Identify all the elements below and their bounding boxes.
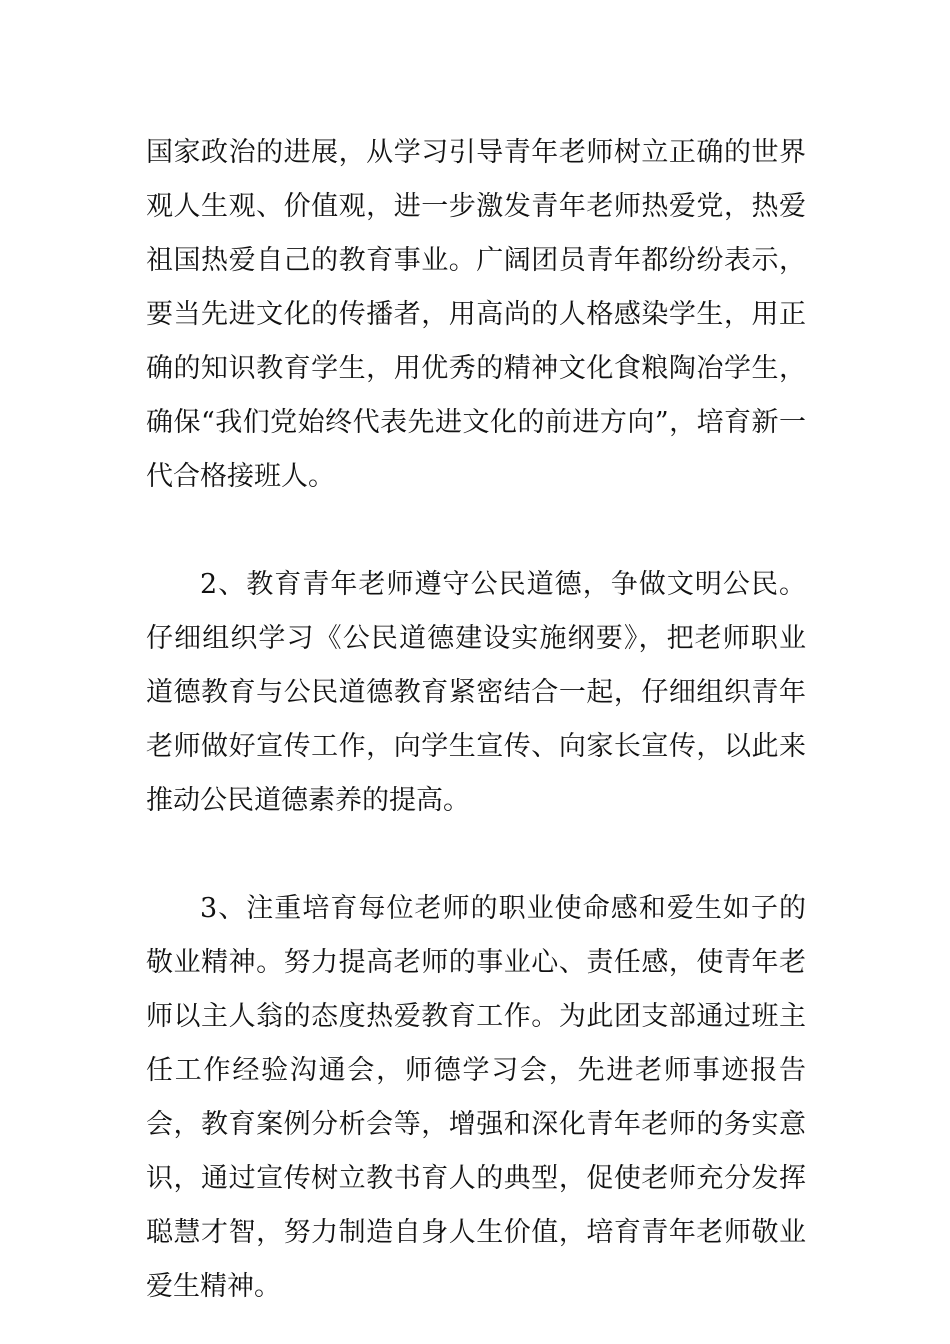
- document-body: [146, 126, 806, 1314]
- paragraph-continuation: 国家政治的进展，从学习引导青年老师树立正确的世界观人生观、价值观，进一步激发青年老师热爱党，热爱祖国热爱自己的教育事业。广阔团员青年都纷纷表示，要当先进文化的传播者，用高尚的人格感染学生，用正确的知识教育学生，用优秀的精神文化食粮陶冶学生，确保“我们党始终代表先进文化的前进方向”，培育新一代合格接班人。: [146, 137, 806, 492]
- paragraph-item-2: 2、教育青年老师遵守公民道德，争做文明公民。仔细组织学习《公民道德建设实施纲要》，把老师职业道德教育与公民道德教育紧密结合一起，仔细组织青年老师做好宣传工作，向学生宣传、向家长宣传，以此来推动公民道德素养的提高。: [146, 569, 806, 816]
- paragraph-item-3: 3、注重培育每位老师的职业使命感和爱生如子的敬业精神。努力提高老师的事业心、责任感，使青年老师以主人翁的态度热爱教育工作。为此团支部通过班主任工作经验沟通会，师德学习会，先进老师事迹报告会，教育案例分析会等，增强和深化青年老师的务实意识，通过宣传树立教书育人的典型，促使老师充分发挥聪慧才智，努力制造自身人生价值，培育青年老师敬业爱生精神。: [146, 893, 806, 1302]
